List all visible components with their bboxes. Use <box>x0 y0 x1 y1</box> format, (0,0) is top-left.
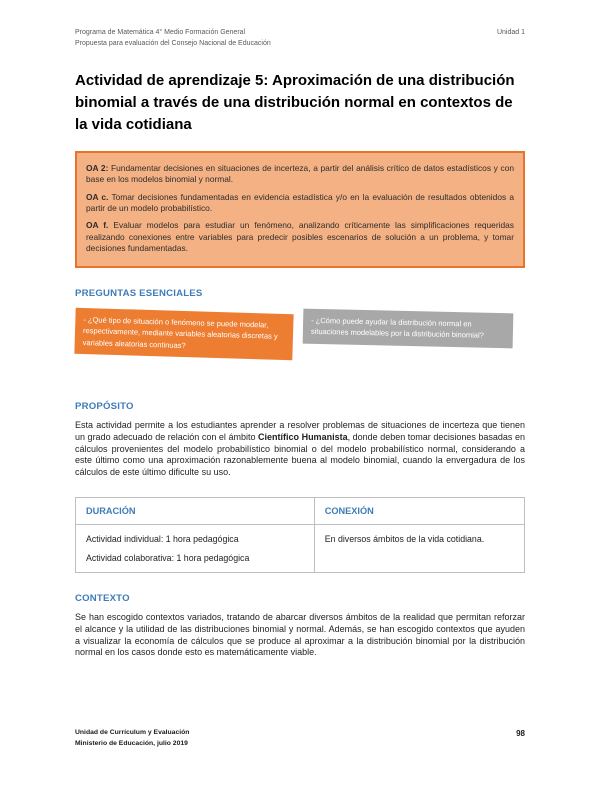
oa-item-label: OA 2: <box>86 162 109 173</box>
oa-item-f <box>86 220 514 254</box>
oa-item-text: Evaluar modelos para estudiar un fenómeno, analizando críticamente las simplificaciones requeridas realizando conexiones entre variables para predecir posibles escenarios de solución a un problema, y tomar decisiones fundamentadas. <box>86 220 514 253</box>
footer-ministry-line: Ministerio de Educación, julio 2019 <box>75 740 188 748</box>
essential-questions-heading: PREGUNTAS ESENCIALES <box>75 288 203 300</box>
proposal-line: Propuesta para evaluación del Consejo Nacional de Educación <box>75 39 271 47</box>
contexto-heading: CONTEXTO <box>75 593 130 605</box>
question-banner-normal-binomial: - ¿Cómo puede ayudar la distribución normal en situaciones modelables por la distribución binomial? <box>303 309 514 348</box>
oa-item-text: Tomar decisiones fundamentadas en evidencia estadística y/o en la evaluación de resultados obtenidos a partir de un modelo probabilístico. <box>86 191 514 213</box>
page-number: 98 <box>516 729 525 739</box>
proposito-text-before: Esta actividad permite a los estudiantes aprender a resolver problemas de situaciones de incerteza que tienen un grado adecuado de relación con el ámbito <box>75 420 525 442</box>
proposito-heading: PROPÓSITO <box>75 401 134 413</box>
header-program-info <box>75 28 271 50</box>
table-row <box>76 524 525 573</box>
duration-connection-table <box>75 497 525 574</box>
oa-item-text: Fundamentar decisiones en situaciones de incerteza, a partir del análisis crítico de datos estadísticos y con base en los modelos binomial y normal. <box>86 162 515 185</box>
duracion-colaborativa: Actividad colaborativa: 1 hora pedagógica <box>86 552 250 563</box>
proposito-paragraph <box>75 420 525 478</box>
oa-item-2 <box>86 163 514 186</box>
contexto-paragraph: Se han escogido contextos variados, tratando de abarcar diversos ámbitos de la realidad que permitan reforzar el alcance y la utilidad de las distribuciones binomial y normal. Además, se han escogido contextos que ayuden a visualizar la economía de cálculos que se produce al aproximar a la distribución binomial por la distribución normal en los casos donde esto es matemáticamente viable. <box>75 612 525 658</box>
table-header-row <box>76 497 525 524</box>
oa-item-label: OA f. <box>86 220 109 231</box>
table-cell-conexion: En diversos ámbitos de la vida cotidiana. <box>314 524 524 573</box>
table-header-duracion: DURACIÓN <box>76 497 315 524</box>
essential-questions-banners <box>75 309 525 381</box>
unit-label: Unidad 1 <box>496 29 525 36</box>
duracion-individual: Actividad individual: 1 hora pedagógica <box>86 533 239 544</box>
page-header <box>75 28 525 50</box>
footer-org-info <box>75 728 189 750</box>
table-header-conexion: CONEXIÓN <box>314 497 524 524</box>
page-title: Actividad de aprendizaje 5: Aproximación de una distribución binomial a través de una distribución normal en contextos de la vida cotidiana <box>75 71 515 133</box>
table-cell-duracion <box>76 524 315 573</box>
page-footer <box>75 728 525 750</box>
footer-unit-line: Unidad de Currículum y Evaluación <box>75 729 190 737</box>
proposito-text-after: , donde deben tomar decisiones basadas en cálculos provenientes del modelo probabilístico binomial o del modelo probabilístico normal, considerando a este último como una aproximación razonablemente buena al modelo binomial, cuando la envergadura de los cálculos de este último dificulte su uso. <box>75 431 525 477</box>
oa-item-c <box>86 192 514 215</box>
proposito-bold-phrase: Científico Humanista <box>258 431 348 442</box>
learning-objectives-box <box>75 151 525 268</box>
question-banner-discrete-continuous: - ¿Qué tipo de situación o fenómeno se puede modelar, respectivamente, mediante variables aleatorias discretas y variables aleatorias continuas? <box>74 308 293 360</box>
program-line: Programa de Matemática 4° Medio Formación General <box>75 29 246 36</box>
oa-item-label: OA c. <box>86 191 109 202</box>
